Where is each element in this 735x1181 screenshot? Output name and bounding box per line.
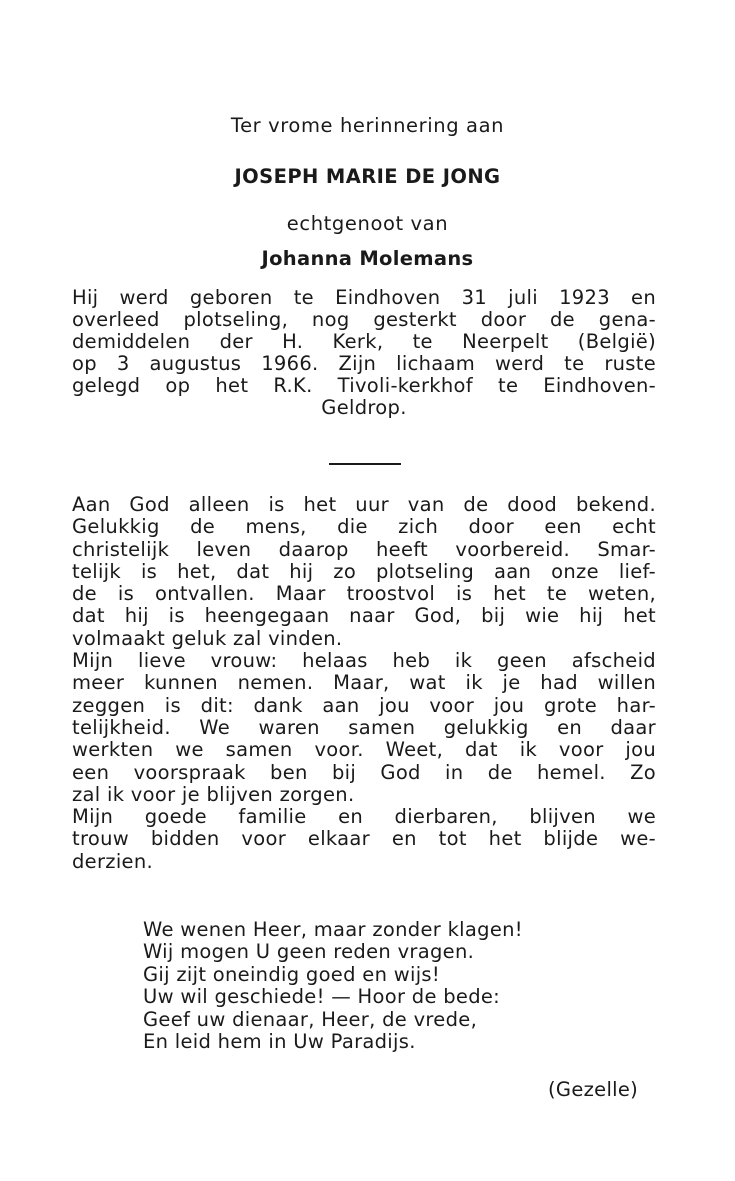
text-line: een voorspraak ben bij God in de hemel. Zo: [72, 760, 656, 784]
text-line: Mijn goede familie en dierbaren, blijven we: [72, 805, 656, 829]
poem-line: Gij zijt oneindig goed en wijs!: [143, 962, 440, 986]
text-line: werkten we samen voor. Weet, dat ik voor jou: [72, 738, 656, 762]
bio-line: Geldrop.: [321, 396, 407, 419]
bio-line: overleed plotseling, nog gesterkt door de gena-: [72, 308, 656, 331]
poem-line: We wenen Heer, maar zonder klagen!: [143, 918, 523, 941]
biography: [72, 287, 656, 419]
text-line: volmaakt geluk zal vinden.: [72, 626, 343, 650]
poem-attribution: (Gezelle): [548, 1078, 639, 1101]
text-line: trouw bidden voor elkaar en tot het blijde we-: [72, 827, 656, 851]
text-line: Mijn lieve vrouw: helaas heb ik geen afscheid: [72, 649, 656, 673]
bio-line: gelegd op het R.K. Tivoli-kerkhof te Eindhoven-: [72, 374, 656, 397]
intro-line: Ter vrome herinnering aan: [230, 114, 505, 137]
deceased-name: JOSEPH MARIE DE JONG: [234, 165, 501, 188]
text-line: zeggen is dit: dank aan jou voor jou grote har-: [72, 693, 656, 717]
bio-line: op 3 augustus 1966. Zijn lichaam werd te ruste: [72, 352, 656, 375]
bio-line: Hij werd geboren te Eindhoven 31 juli 1923 en: [72, 286, 656, 309]
text-line: derzien.: [72, 849, 153, 873]
poem: [143, 919, 523, 1053]
text-line: telijkheid. We waren samen gelukkig en daar: [72, 715, 656, 739]
text-line: zal ik voor je blijven zorgen.: [72, 782, 355, 806]
poem-line: En leid hem in Uw Paradijs.: [143, 1030, 416, 1054]
poem-line: Geef uw dienaar, Heer, de vrede,: [143, 1007, 478, 1031]
poem-line: Wij mogen U geen reden vragen.: [143, 940, 475, 964]
spouse-name: Johanna Molemans: [261, 247, 474, 270]
text-line: christelijk leven daarop heeft voorbereid. Smar-: [72, 537, 656, 561]
divider-rule: [329, 463, 401, 465]
text-line: telijk is het, dat hij zo plotseling aan onze lief-: [72, 559, 656, 583]
memorial-text: [72, 494, 656, 873]
bio-line: demiddelen der H. Kerk, te Neerpelt (België): [72, 330, 656, 353]
text-line: meer kunnen nemen. Maar, wat ik je had willen: [72, 671, 656, 695]
text-line: de is ontvallen. Maar troostvol is het te weten,: [72, 582, 656, 606]
text-line: dat hij is heengegaan naar God, bij wie hij het: [72, 604, 656, 628]
poem-line: Uw wil geschiede! — Hoor de bede:: [143, 985, 501, 1009]
text-line: Aan God alleen is het uur van de dood bekend.: [72, 493, 656, 516]
spouse-label: echtgenoot van: [286, 212, 449, 235]
text-line: Gelukkig de mens, die zich door een echt: [72, 515, 656, 539]
